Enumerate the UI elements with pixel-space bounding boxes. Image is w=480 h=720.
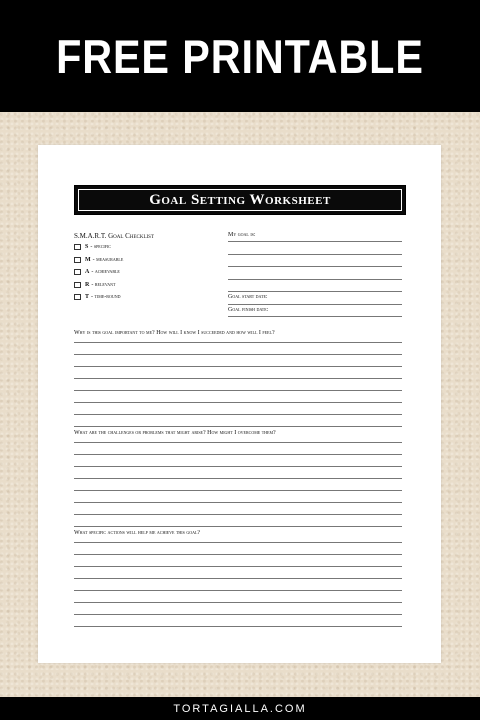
- answer-line[interactable]: [74, 466, 402, 467]
- worksheet-title: Goal Setting Worksheet: [149, 191, 331, 208]
- worksheet-title-box: [74, 185, 406, 215]
- checklist-item-measurable: [74, 257, 123, 263]
- answer-line[interactable]: [74, 390, 402, 391]
- answer-line[interactable]: [74, 626, 402, 627]
- question-challenges: What are the challenges or problems that might arise? How might I overcome them?: [74, 430, 276, 436]
- checklist-item-time-bound: [74, 294, 121, 300]
- answer-line[interactable]: [74, 590, 402, 591]
- checklist-letter: T: [85, 294, 90, 300]
- goal-line[interactable]: [228, 279, 402, 280]
- goal-start-date-label: Goal start date:: [228, 294, 268, 300]
- worksheet-page: [38, 145, 441, 663]
- checklist-text: - achievable: [91, 269, 120, 275]
- goal-line[interactable]: [228, 254, 402, 255]
- checklist-letter: M: [85, 257, 91, 263]
- answer-line[interactable]: [74, 578, 402, 579]
- checkbox[interactable]: [74, 244, 81, 250]
- top-banner: [0, 0, 480, 112]
- checklist-text: - relevant: [91, 282, 116, 288]
- checkbox[interactable]: [74, 282, 81, 288]
- answer-line[interactable]: [74, 602, 402, 603]
- answer-line[interactable]: [74, 502, 402, 503]
- goal-line[interactable]: [228, 291, 402, 292]
- goal-line[interactable]: [228, 266, 402, 267]
- answer-line[interactable]: [74, 354, 402, 355]
- checklist-text: - measurable: [92, 257, 124, 263]
- checkbox[interactable]: [74, 269, 81, 275]
- checklist-letter: A: [85, 269, 90, 275]
- answer-line[interactable]: [74, 454, 402, 455]
- answer-line[interactable]: [74, 490, 402, 491]
- answer-line[interactable]: [74, 514, 402, 515]
- checkbox[interactable]: [74, 294, 81, 300]
- answer-line[interactable]: [74, 426, 402, 427]
- my-goal-label: My goal is:: [228, 232, 256, 238]
- goal-line[interactable]: [228, 241, 402, 242]
- checklist-item-achievable: [74, 269, 120, 275]
- question-importance: Why is this goal important to me? How will I know I succeeded and how will I feel?: [74, 330, 275, 336]
- checklist-letter: S: [85, 244, 89, 250]
- answer-line[interactable]: [74, 478, 402, 479]
- site-url[interactable]: TORTAGIALLA.COM: [173, 702, 307, 715]
- banner-title: FREE PRINTABLE: [56, 29, 424, 83]
- smart-checklist-heading: S.M.A.R.T. Goal Checklist: [74, 232, 155, 240]
- finish-date-line[interactable]: [228, 316, 402, 317]
- checkbox[interactable]: [74, 257, 81, 263]
- checklist-item-specific: [74, 244, 111, 250]
- checklist-text: - time-bound: [91, 294, 121, 300]
- answer-line[interactable]: [74, 554, 402, 555]
- answer-line[interactable]: [74, 442, 402, 443]
- checklist-item-relevant: [74, 282, 115, 288]
- answer-line[interactable]: [74, 414, 402, 415]
- bottom-footer: [0, 697, 480, 720]
- answer-line[interactable]: [74, 378, 402, 379]
- checklist-text: - specific: [90, 244, 111, 250]
- answer-line[interactable]: [74, 614, 402, 615]
- answer-line[interactable]: [74, 342, 402, 343]
- question-actions: What specific actions will help me achieve this goal?: [74, 530, 201, 536]
- answer-line[interactable]: [74, 402, 402, 403]
- answer-line[interactable]: [74, 566, 402, 567]
- answer-line[interactable]: [74, 542, 402, 543]
- start-date-line[interactable]: [228, 304, 402, 305]
- checklist-letter: R: [85, 282, 90, 288]
- answer-line[interactable]: [74, 526, 402, 527]
- goal-finish-date-label: Goal finish date:: [228, 307, 269, 313]
- answer-line[interactable]: [74, 366, 402, 367]
- worksheet-title-inner-border: [78, 189, 402, 211]
